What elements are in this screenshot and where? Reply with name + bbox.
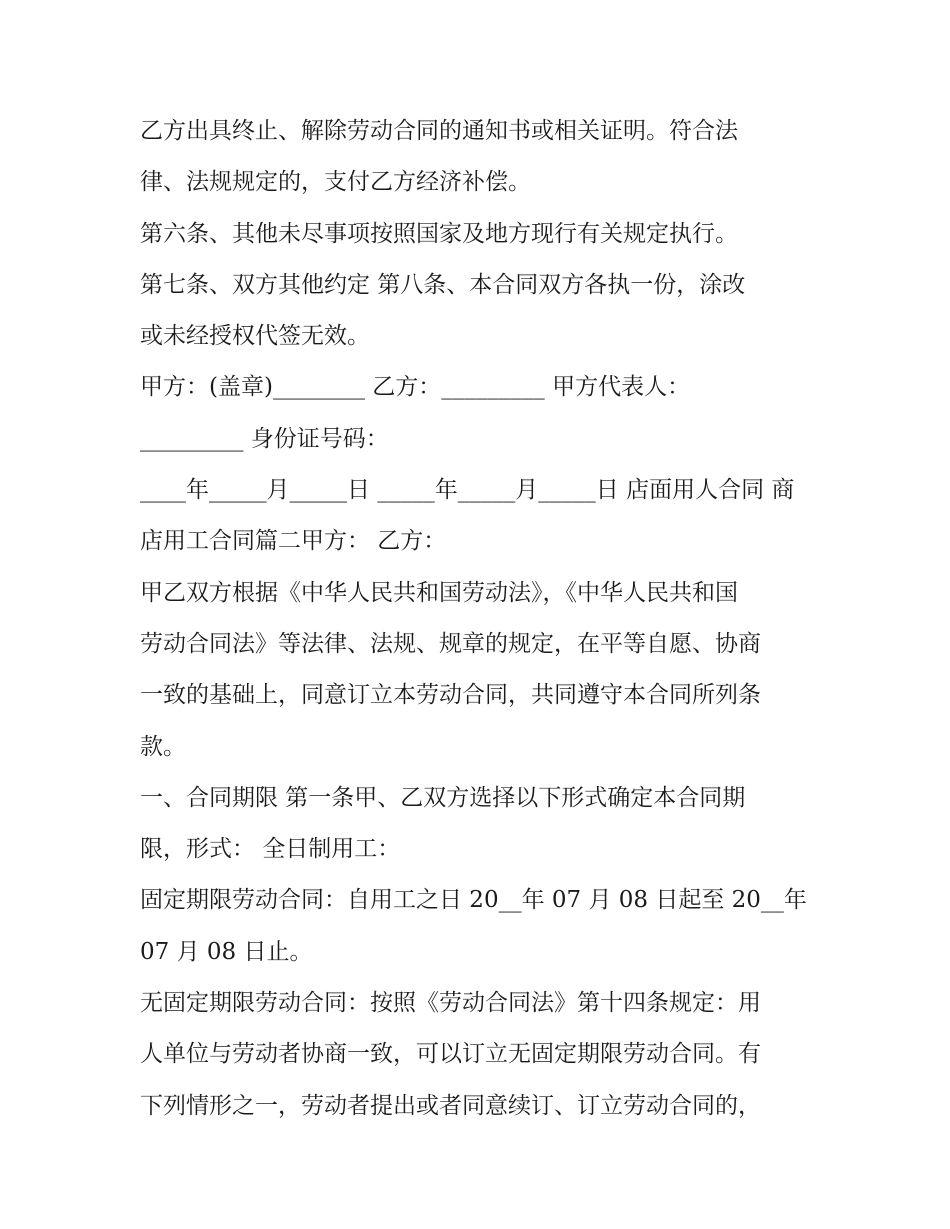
text-line: 无固定期限劳动合同：按照《劳动合同法》第十四条规定：用 <box>140 990 761 1017</box>
text-line: 一致的基础上，同意订立本劳动合同，共同遵守本合同所列条 <box>140 682 761 709</box>
text-line: 人单位与劳动者协商一致，可以订立无固定期限劳动合同。有 <box>140 1041 761 1068</box>
text-line: 下列情形之一，劳动者提出或者同意续订、订立劳动合同的， <box>140 1092 761 1119</box>
text-line: 款。 <box>140 733 186 760</box>
text-line: 或未经授权代签无效。 <box>140 323 370 350</box>
text-line: 第七条、双方其他约定 第八条、本合同双方各执一份，涂改 <box>140 271 746 298</box>
id-number-line: _________ 身份证号码： <box>140 425 389 452</box>
text-line: 甲乙双方根据《中华人民共和国劳动法》，《中华人民共和国 <box>140 579 738 606</box>
document-body <box>140 106 820 1132</box>
text-line: 07 月 08 日止。 <box>140 938 313 965</box>
text-line: 店用工合同篇二甲方： 乙方： <box>140 528 447 555</box>
text-line: 限，形式： 全日制用工： <box>140 836 401 863</box>
text-line: 律、法规规定的，支付乙方经济补偿。 <box>140 169 531 196</box>
text-line: 乙方出具终止、解除劳动合同的通知书或相关证明。符合法 <box>140 118 738 144</box>
text-line: 一、合同期限 第一条甲、乙双方选择以下形式确定本合同期 <box>140 784 746 811</box>
text-line: 劳动合同法》等法律、法规、规章的规定，在平等自愿、协商 <box>140 630 761 657</box>
text-line: 第六条、其他未尽事项按照国家及地方现行有关规定执行。 <box>140 220 738 247</box>
text-line: 固定期限劳动合同：自用工之日 20__年 07 月 08 日起至 20__年 <box>140 887 807 914</box>
date-line: ____年_____月_____日 _____年_____月_____日 店面用人合同 商 <box>140 477 795 504</box>
signature-line: 甲方：(盖章)________ 乙方：_________ 甲方代表人： <box>140 374 691 401</box>
